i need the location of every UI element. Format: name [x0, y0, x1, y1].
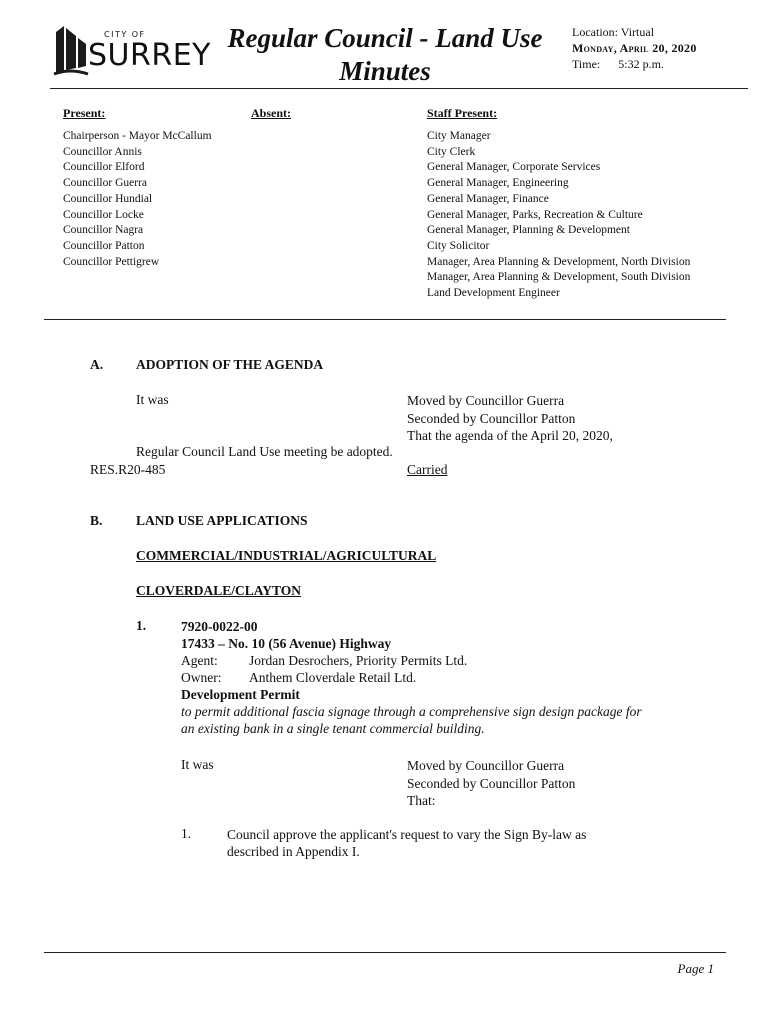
- section-a-that: That the agenda of the April 20, 2020,: [407, 428, 613, 443]
- absent-heading-text: Absent:: [251, 106, 292, 120]
- meeting-location: Location: Virtual: [572, 25, 655, 39]
- item-details: [181, 618, 642, 737]
- meeting-meta: [572, 24, 697, 72]
- section-a-resolution: RES.R20-485: [90, 462, 166, 477]
- item-it-was: It was: [181, 757, 214, 772]
- list-item: City Clerk: [427, 145, 476, 158]
- present-list: [63, 129, 212, 270]
- list-item: Councillor Annis: [63, 145, 142, 158]
- city-logo-icon: [52, 24, 92, 78]
- item-owner: [181, 669, 642, 686]
- meeting-time-label: Time:: [572, 57, 601, 71]
- staff-list: [427, 129, 690, 302]
- item-motion: [407, 757, 575, 810]
- list-item: Chairperson - Mayor McCallum: [63, 130, 212, 142]
- section-b-heading: LAND USE APPLICATIONS: [136, 513, 308, 528]
- section-b-subheading-1: COMMERCIAL/INDUSTRIAL/AGRICULTURAL: [136, 548, 437, 563]
- item-number: 1.: [136, 618, 147, 633]
- staff-heading: Staff Present:: [427, 106, 498, 120]
- section-a-continued: Regular Council Land Use meeting be adopted.: [136, 444, 393, 459]
- list-item: Councillor Guerra: [63, 177, 147, 190]
- list-item: General Manager, Finance: [427, 192, 549, 205]
- list-item: City Solicitor: [427, 239, 490, 252]
- section-a-motion: [407, 392, 613, 445]
- list-item: General Manager, Engineering: [427, 177, 569, 190]
- page-title: [212, 22, 558, 88]
- list-item: Councillor Nagra: [63, 224, 144, 237]
- section-a-moved: Moved by Councillor Guerra: [407, 393, 565, 408]
- list-item: Councillor Pettigrew: [63, 255, 160, 268]
- item-owner-value: Anthem Cloverdale Retail Ltd.: [249, 670, 417, 685]
- item-moved: Moved by Councillor Guerra: [407, 758, 565, 773]
- list-item: General Manager, Planning & Development: [427, 224, 630, 237]
- list-item: Councillor Hundial: [63, 192, 153, 205]
- item-description-2: an existing bank in a single tenant commercial building.: [181, 721, 485, 736]
- item-permit-type: Development Permit: [181, 687, 300, 702]
- section-b-letter: B.: [90, 513, 103, 528]
- item-sub-number: 1.: [181, 826, 192, 841]
- meeting-time: [572, 56, 697, 72]
- meeting-time-value: 5:32 p.m.: [618, 57, 664, 71]
- list-item: General Manager, Parks, Recreation & Culture: [427, 208, 643, 221]
- section-a-letter: A.: [90, 357, 104, 372]
- item-sub-text-1: Council approve the applicant's request to vary the Sign By-law as: [227, 827, 587, 842]
- item-sub-text: [227, 826, 586, 860]
- item-seconded: Seconded by Councillor Patton: [407, 775, 576, 791]
- item-description-1: to permit additional fascia signage through a comprehensive sign design package for: [181, 704, 642, 719]
- list-item: Councillor Locke: [63, 208, 144, 221]
- header-divider: [50, 88, 748, 89]
- meeting-date: Monday, April 20, 2020: [572, 41, 697, 55]
- item-address: 17433 – No. 10 (56 Avenue) Highway: [181, 636, 392, 651]
- list-item: Land Development Engineer: [427, 287, 560, 300]
- logo-surrey: SURREY: [88, 38, 211, 73]
- item-owner-label: Owner:: [181, 670, 222, 685]
- item-agent-label: Agent:: [181, 653, 218, 668]
- list-item: Councillor Patton: [63, 239, 145, 252]
- footer-divider: [44, 952, 726, 953]
- section-a-heading: ADOPTION OF THE AGENDA: [136, 357, 324, 372]
- section-a-seconded: Seconded by Councillor Patton: [407, 410, 576, 426]
- title-line-1: Regular Council - Land Use: [227, 23, 543, 53]
- section-a-carried: Carried: [407, 462, 448, 477]
- logo-city-of: CITY OF: [104, 30, 146, 39]
- absent-heading: [251, 106, 291, 121]
- item-agent: [181, 652, 642, 669]
- section-a-it-was: It was: [136, 392, 169, 407]
- attendance-divider: [44, 319, 726, 320]
- item-file-number: 7920-0022-00: [181, 619, 258, 634]
- section-b-subheading-2: CLOVERDALE/CLAYTON: [136, 583, 302, 598]
- list-item: General Manager, Corporate Services: [427, 161, 601, 174]
- item-agent-value: Jordan Desrochers, Priority Permits Ltd.: [249, 653, 468, 668]
- title-line-2: Minutes: [339, 56, 431, 86]
- list-item: Councillor Elford: [63, 161, 145, 174]
- item-that: That:: [407, 793, 436, 808]
- list-item: Manager, Area Planning & Development, South Division: [427, 271, 691, 284]
- page-number: Page 1: [677, 961, 714, 976]
- list-item: Manager, Area Planning & Development, North Division: [427, 255, 691, 268]
- item-sub-text-2: described in Appendix I.: [227, 844, 360, 859]
- list-item: City Manager: [427, 130, 491, 142]
- present-heading: Present:: [63, 106, 106, 120]
